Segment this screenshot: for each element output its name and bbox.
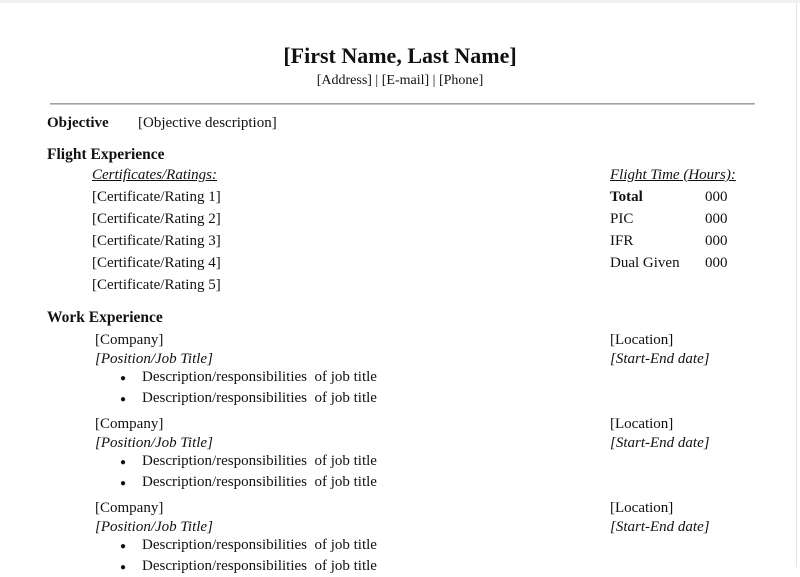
description-bullet-row — [120, 536, 800, 557]
certificates-heading: Certificates/Ratings: — [92, 164, 800, 186]
flight-time-heading: Flight Time (Hours): — [610, 164, 760, 186]
company-row — [95, 415, 800, 434]
bullet-icon: ● — [120, 475, 142, 494]
work-entry — [0, 499, 800, 577]
objective-description: [Objective description] — [138, 115, 277, 131]
position-row — [95, 434, 800, 453]
flight-time-label: Dual Given — [610, 252, 705, 274]
objective-label: Objective — [47, 114, 138, 133]
flight-time-value: 000 — [705, 208, 728, 230]
certificate-item: [Certificate/Rating 3] — [92, 230, 800, 252]
flight-experience-section — [0, 145, 800, 296]
position-row — [95, 350, 800, 369]
flight-time-row — [610, 208, 760, 230]
flight-time-row — [610, 252, 760, 274]
flight-time-label: IFR — [610, 230, 705, 252]
company-name: [Company] — [95, 332, 163, 348]
flight-experience-columns — [92, 164, 800, 296]
flight-time-column — [610, 164, 760, 274]
bullet-icon: ● — [120, 559, 142, 577]
flight-time-row — [610, 186, 760, 208]
flight-time-value: 000 — [705, 252, 728, 274]
company-name: [Company] — [95, 500, 163, 516]
employment-dates: [Start-End date] — [610, 518, 710, 537]
description-bullet-row — [120, 389, 800, 410]
flight-time-value: 000 — [705, 186, 728, 208]
company-location: [Location] — [610, 331, 673, 350]
description-bullet-row — [120, 473, 800, 494]
flight-experience-heading: Flight Experience — [47, 145, 800, 164]
bullet-icon: ● — [120, 454, 142, 473]
description-text: Description/responsibilities of job title — [142, 368, 377, 387]
work-experience-heading: Work Experience — [47, 308, 800, 327]
flight-time-label: PIC — [610, 208, 705, 230]
company-location: [Location] — [610, 499, 673, 518]
position-title: [Position/Job Title] — [95, 435, 213, 451]
contact-line: [Address] | [E-mail] | [Phone] — [0, 72, 800, 90]
certificate-item: [Certificate/Rating 1] — [92, 186, 800, 208]
description-bullet-row — [120, 452, 800, 473]
description-text: Description/responsibilities of job title — [142, 536, 377, 555]
bullet-icon: ● — [120, 391, 142, 410]
position-title: [Position/Job Title] — [95, 351, 213, 367]
bullet-icon: ● — [120, 538, 142, 557]
flight-time-label: Total — [610, 186, 705, 208]
work-entry — [0, 415, 800, 493]
name-title: [First Name, Last Name] — [0, 43, 800, 69]
description-text: Description/responsibilities of job title — [142, 473, 377, 492]
position-row — [95, 518, 800, 537]
company-row — [95, 499, 800, 518]
description-text: Description/responsibilities of job title — [142, 557, 377, 576]
resume-header — [0, 43, 800, 90]
company-location: [Location] — [610, 415, 673, 434]
description-bullet-row — [120, 368, 800, 389]
bullet-icon: ● — [120, 370, 142, 389]
position-title: [Position/Job Title] — [95, 519, 213, 535]
work-experience-section — [0, 308, 800, 577]
certificate-item: [Certificate/Rating 2] — [92, 208, 800, 230]
header-divider — [50, 103, 755, 105]
description-text: Description/responsibilities of job title — [142, 389, 377, 408]
employment-dates: [Start-End date] — [610, 434, 710, 453]
company-row — [95, 331, 800, 350]
objective-row — [47, 114, 800, 133]
flight-time-value: 000 — [705, 230, 728, 252]
certificate-item: [Certificate/Rating 4] — [92, 252, 800, 274]
certificate-item: [Certificate/Rating 5] — [92, 274, 800, 296]
company-name: [Company] — [95, 416, 163, 432]
flight-time-row — [610, 230, 760, 252]
description-text: Description/responsibilities of job title — [142, 452, 377, 471]
employment-dates: [Start-End date] — [610, 350, 710, 369]
work-entry — [0, 331, 800, 409]
